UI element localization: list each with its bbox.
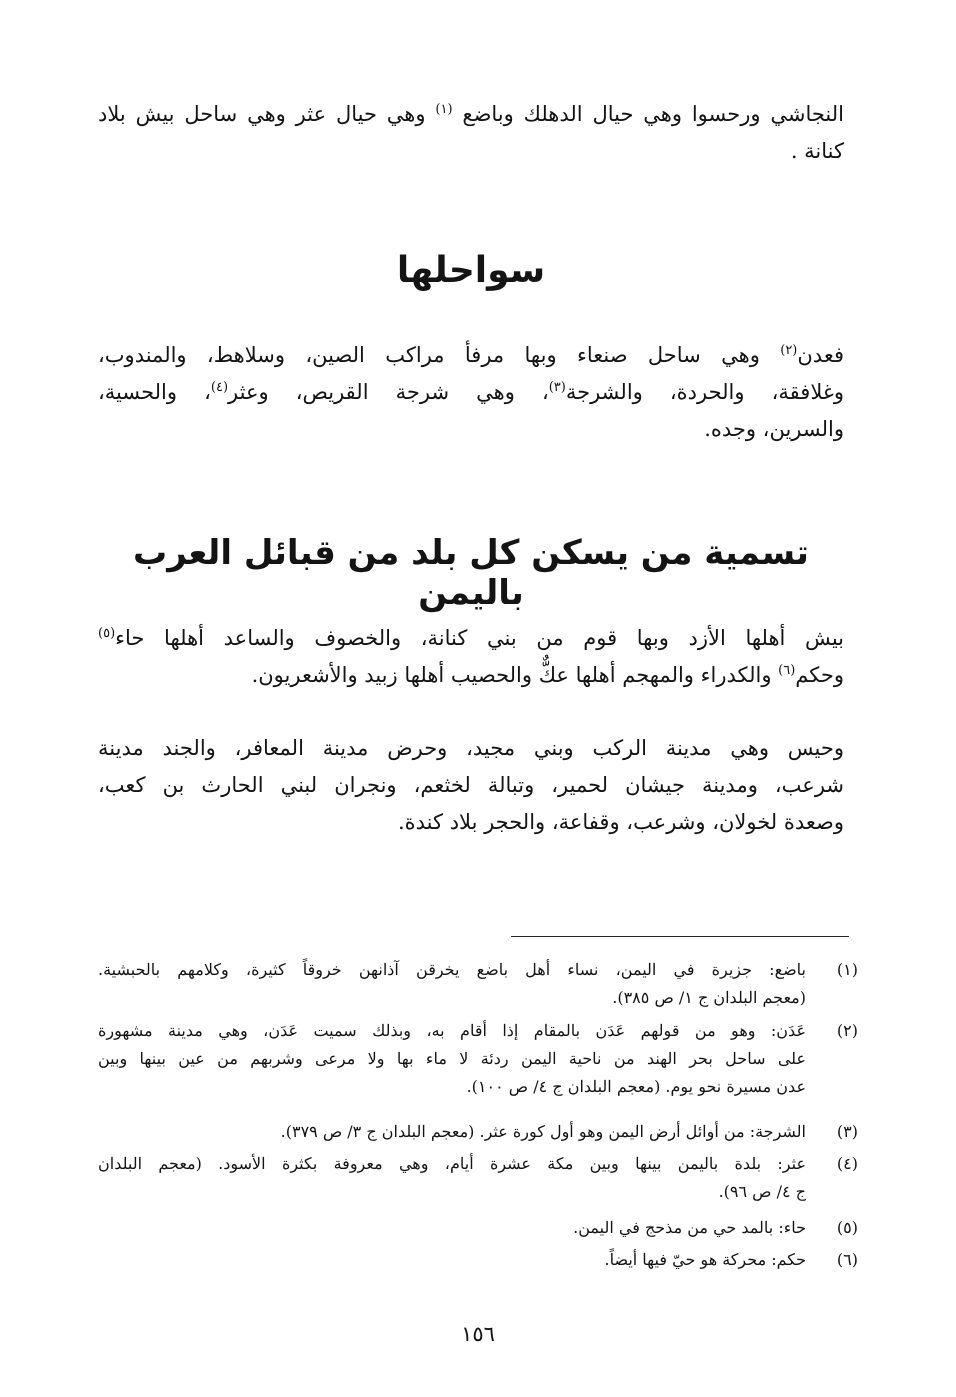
page-number: ١٥٦ — [461, 1322, 495, 1346]
tribes-p2-line-2: شرعب، ومدينة جيشان لحمير، وتبالة لخثعم، ونجران لبني الحارث بن كعب، — [98, 773, 844, 797]
coasts-line-2: وغلافقة، والحردة، والشرجة$^{(٣)}$، وهي شرجة القريص، وعثر$^{(٤)}$، والحسية، — [98, 380, 844, 404]
footnote-ref-3[interactable]: (٣) — [548, 380, 566, 395]
intro-line-1: النجاشي ورحسوا وهي حيال الدهلك وباضع $^{(١)}$ وهي حيال عثر وهي ساحل بيش بلاد — [98, 102, 845, 126]
footnote-3: (٣) الشرجة: من أوائل أرض اليمن وهو أول كورة عثر. (معجم البلدان ج ٣/ ص ٣٧٩). — [98, 1118, 858, 1146]
coasts-line-1: فعدن$^{(٢)}$ وهي ساحل صنعاء وبها مرفأ مراكب الصين، وسلاهط، والمندوب، — [98, 343, 844, 367]
tribes-p1-line-1: بيش أهلها الأزد وبها قوم من بني كنانة، والخصوف والساعد أهلها حاء$^{(٥)}$ — [98, 626, 844, 650]
footnote-number: (٤) — [836, 1154, 858, 1173]
section-title-coasts: سواحلها — [396, 250, 546, 291]
footnote-6: (٦) حكم: محركة هو حيّ فيها أيضاً. — [98, 1246, 858, 1274]
section-title-tribes: تسمية من يسكن كل بلد من قبائل العرب باليمن — [133, 533, 809, 613]
footnote-ref-2[interactable]: (٢) — [780, 343, 798, 358]
intro-line-2: كنانة . — [790, 139, 844, 163]
footnote-5: (٥) حاء: بالمد حي من مذحج في اليمن. — [98, 1214, 858, 1242]
coasts-paragraph — [98, 337, 844, 448]
tribes-p2-line-3: وصعدة لخولان، وشرعب، وقفاعة، والحجر بلاد كندة. — [397, 810, 844, 834]
footnote-ref-6[interactable]: (٦) — [778, 663, 796, 678]
footnote-1: (١) باضع: جزيرة في اليمن، نساء أهل باضع يخرقن آذانهن خروقاً كثيرة، وكلامهم بالحبشية. (معجم البلدان ج ١/ ص ٣٨٥). — [98, 956, 858, 1012]
tribes-p2-line-1: وحيس وهي مدينة الركب وبني مجيد، وحرض مدينة المعافر، والجند مدينة — [98, 736, 844, 760]
footnote-number: (٦) — [836, 1250, 858, 1269]
intro-paragraph — [98, 96, 844, 170]
footnote-ref-4[interactable]: (٤) — [210, 380, 229, 395]
footnote-4: (٤) عثر: بلدة باليمن بينها وبين مكة عشرة أيام، وهي معروفة بكثرة الأسود. (معجم البلدان ج ٤/ ص ٩٦). — [98, 1150, 858, 1206]
footnote-ref-5[interactable]: (٥) — [98, 626, 116, 641]
footnote-divider — [511, 936, 849, 937]
footnote-number: (٢) — [836, 1021, 858, 1040]
tribes-paragraph-2 — [98, 730, 844, 841]
tribes-paragraph-1 — [98, 620, 844, 694]
footnote-number: (٥) — [836, 1218, 858, 1237]
footnote-2: (٢) عَدَن: وهو من قولهم عَدَن بالمقام إذا أقام به، وبذلك سميت عَدَن، وهي مدينة مشهورة على ساحل بحر الهند من ناحية اليمن ردئة لا ماء بها ولا مرعى وشربهم من عين بينها وبين عدن مسيرة نحو يوم. (معجم البلدان ج ٤/ ص ١٠٠). — [98, 1017, 858, 1101]
footnote-number: (٣) — [836, 1122, 858, 1141]
footnote-ref-1[interactable]: (١) — [435, 102, 453, 117]
footnote-number: (١) — [836, 960, 858, 979]
tribes-p1-line-2: وحكم$^{(٦)}$ والكدراء والمهجم أهلها عكٌّ والحصيب أهلها زبيد والأشعريون. — [251, 663, 844, 687]
coasts-line-3: والسرين، وجده. — [704, 417, 844, 441]
